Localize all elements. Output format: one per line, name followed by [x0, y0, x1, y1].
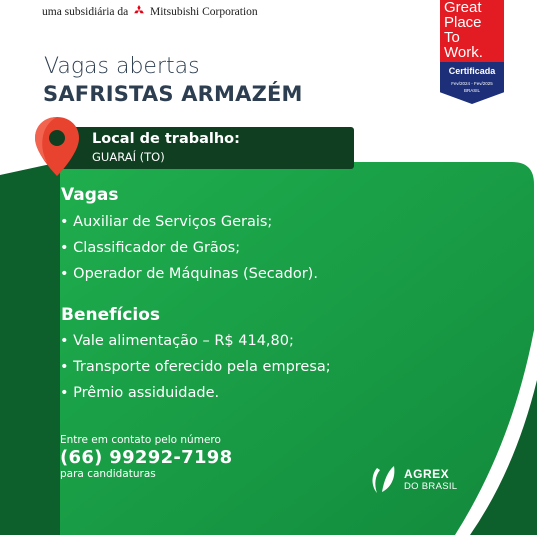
mitsubishi-brand: Mitsubishi Corporation: [149, 6, 258, 18]
contact-label: Entre em contato pelo número: [60, 434, 221, 446]
badge-red-block: [440, 0, 504, 62]
great-place-to-work-badge: [440, 0, 504, 104]
agrex-leaf-icon: [368, 462, 400, 496]
company-name: AGREX: [404, 467, 450, 481]
location-label: Local de trabalho:: [92, 131, 240, 147]
contact-phone[interactable]: (66) 99292-7198: [60, 447, 233, 468]
headline: Vagas abertas: [44, 54, 200, 79]
list-item: • Operador de Máquinas (Secador).: [60, 266, 318, 282]
benefits-list: [60, 328, 331, 406]
badge-country: BRASIL: [463, 88, 480, 93]
list-item: • Auxiliar de Serviços Gerais;: [60, 214, 273, 230]
list-item: • Vale alimentação – R$ 414,80;: [60, 333, 294, 349]
contact-note: para candidaturas: [60, 468, 156, 480]
badge-line-1: Great: [444, 0, 482, 16]
location-value: GUARAÍ (TO): [92, 150, 165, 164]
subsidiary-text: uma subsidiária da: [42, 6, 129, 18]
map-pin-icon: [33, 116, 81, 178]
list-item: • Classificador de Grãos;: [60, 240, 241, 256]
badge-line-4: Work.: [444, 44, 483, 61]
list-item: • Prêmio assiduidade.: [60, 385, 220, 401]
vacancies-title: Vagas: [61, 185, 119, 205]
job-title: SAFRISTAS ARMAZÉM: [43, 82, 303, 106]
badge-certified: Certificada: [448, 66, 496, 76]
badge-line-2: Place: [444, 14, 482, 31]
badge-line-3: To: [444, 29, 460, 46]
list-item: • Transporte oferecido pela empresa;: [60, 359, 331, 375]
subsidiary-note: [42, 5, 258, 18]
company-subtitle: DO BRASIL: [404, 481, 458, 492]
dark-green-left-panel: [0, 162, 60, 535]
benefits-title: Benefícios: [61, 305, 161, 325]
mitsubishi-logo-icon: [133, 5, 145, 16]
vacancies-list: [60, 209, 318, 287]
badge-period: Fev/2024 - Fev/2025: [451, 81, 493, 86]
